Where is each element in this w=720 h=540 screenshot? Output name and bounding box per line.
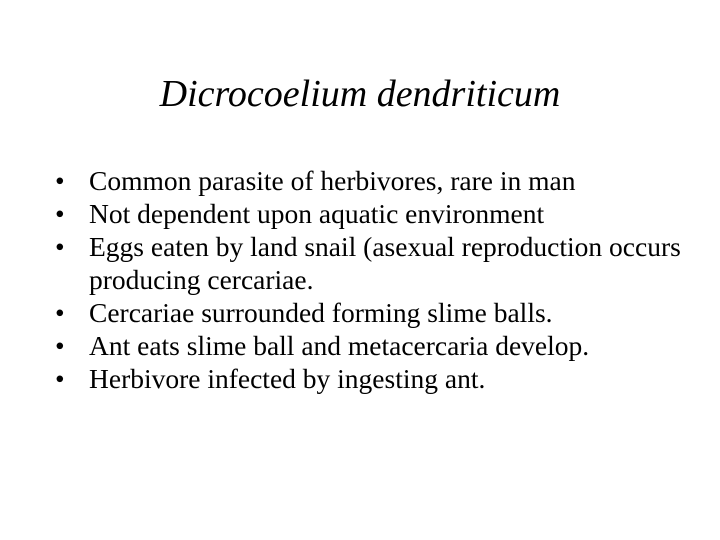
slide-title: Dicrocoelium dendriticum	[159, 73, 561, 115]
list-item	[55, 296, 695, 329]
list-item	[55, 362, 695, 395]
list-item	[55, 164, 695, 197]
bullet-list	[55, 164, 695, 395]
bullet-text: Common parasite of herbivores, rare in man	[89, 165, 576, 196]
bullet-icon: •	[55, 363, 65, 394]
bullet-text: Herbivore infected by ingesting ant.	[89, 363, 486, 394]
bullet-text: Cercariae surrounded forming slime balls.	[89, 297, 553, 328]
bullet-text: Not dependent upon aquatic environment	[89, 198, 545, 229]
bullet-icon: •	[55, 198, 65, 229]
bullet-text: Ant eats slime ball and metacercaria develop.	[89, 330, 590, 361]
list-item	[55, 230, 695, 296]
list-item	[55, 329, 695, 362]
bullet-icon: •	[55, 330, 65, 361]
list-item	[55, 197, 695, 230]
bullet-icon: •	[55, 231, 65, 262]
bullet-icon: •	[55, 165, 65, 196]
bullet-text: Eggs eaten by land snail (asexual reproduction occurs producing cercariae.	[89, 231, 681, 295]
bullet-icon: •	[55, 297, 65, 328]
